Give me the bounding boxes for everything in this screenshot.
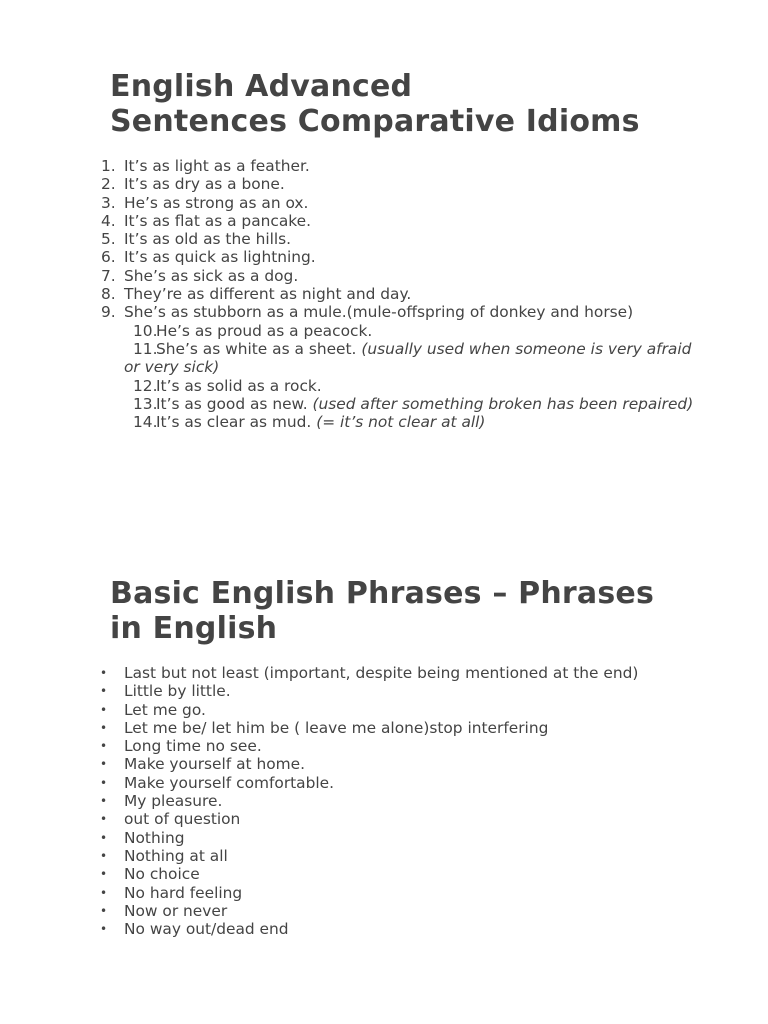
bullet-icon: • — [100, 812, 108, 827]
bullet-icon: • — [100, 684, 108, 699]
phrase-text: out of question — [124, 810, 241, 829]
list-number: 2. — [101, 175, 116, 194]
idiom-note: (used after something broken has been repaired) — [312, 394, 694, 413]
phrase-list-item — [0, 829, 700, 847]
list-number: 13. — [133, 394, 158, 413]
phrase-list-item — [0, 920, 700, 938]
list-number: 8. — [101, 285, 116, 304]
list-number: 10. — [133, 321, 158, 340]
idiom-list-item — [0, 248, 700, 266]
idiom-text: It’s as dry as a bone. — [124, 175, 285, 194]
phrase-text: No choice — [124, 865, 200, 884]
list-number: 3. — [101, 193, 116, 212]
phrase-list-item — [0, 664, 700, 682]
idiom-list-item — [0, 267, 700, 285]
title-line-1: Basic English Phrases – Phrases — [110, 576, 655, 611]
idiom-text: She’s as stubborn as a mule.(mule-offspring of donkey and horse) — [124, 303, 634, 322]
idiom-list-item — [0, 157, 700, 175]
idiom-list-item — [0, 395, 700, 413]
phrase-text: Nothing — [124, 828, 185, 847]
phrase-text: My pleasure. — [124, 792, 223, 811]
list-number: 1. — [101, 157, 116, 175]
phrase-text: Last but not least (important, despite being mentioned at the end) — [124, 664, 639, 682]
list-number: 4. — [101, 211, 116, 230]
list-number: 5. — [101, 230, 116, 249]
phrase-list-item — [0, 847, 700, 865]
idiom-list-item — [0, 340, 700, 377]
title-line-2: Sentences Comparative Idioms — [110, 104, 640, 139]
phrase-list-item — [0, 682, 700, 700]
phrase-list-item — [0, 774, 700, 792]
phrase-text: Let me go. — [124, 700, 206, 719]
phrase-text: Long time no see. — [124, 737, 262, 756]
bullet-icon: • — [100, 848, 108, 863]
bullet-icon: • — [100, 794, 108, 809]
idiom-list-item — [0, 194, 700, 212]
idiom-list-item — [0, 303, 700, 321]
list-number: 14. — [133, 413, 158, 432]
phrase-list-item — [0, 810, 700, 828]
phrase-text: Now or never — [124, 901, 228, 920]
idiom-text: It’s as solid as a rock. — [156, 376, 322, 395]
phrase-text: No hard feeling — [124, 883, 243, 902]
list-number: 11. — [133, 339, 158, 358]
phrase-list-item — [0, 701, 700, 719]
bullet-icon: • — [100, 885, 108, 900]
phrase-list-item — [0, 755, 700, 773]
title-line-2: in English — [110, 611, 278, 646]
idioms-list — [0, 157, 700, 431]
phrase-list-item — [0, 719, 700, 737]
bullet-icon: • — [100, 739, 108, 754]
bullet-icon: • — [100, 867, 108, 882]
idiom-list-item — [0, 322, 700, 340]
phrase-text: Make yourself at home. — [124, 755, 305, 774]
idiom-text: He’s as strong as an ox. — [124, 193, 309, 212]
phrase-text: Nothing at all — [124, 846, 228, 865]
idiom-text: It’s as quick as lightning. — [124, 248, 316, 267]
phrase-list-item — [0, 737, 700, 755]
phrase-list-item — [0, 792, 700, 810]
idiom-text: It’s as clear as mud. — [156, 413, 317, 432]
idiom-text: She’s as white as a sheet. — [156, 339, 362, 358]
idiom-note: (usually used when someone is very afraid or very sick) — [124, 339, 692, 377]
phrase-list-item — [0, 884, 700, 902]
phrases-list — [0, 664, 700, 938]
idiom-text: It’s as light as a feather. — [124, 157, 310, 175]
idiom-list-item — [0, 413, 700, 431]
bullet-icon: • — [100, 720, 108, 735]
bullet-icon: • — [100, 757, 108, 772]
section-title-comparative-idioms — [110, 69, 710, 139]
bullet-icon: • — [100, 666, 108, 680]
list-number: 7. — [101, 266, 116, 285]
idiom-text: It’s as flat as a pancake. — [124, 211, 312, 230]
bullet-icon: • — [100, 775, 108, 790]
list-number: 6. — [101, 248, 116, 267]
phrase-text: Make yourself comfortable. — [124, 773, 335, 792]
list-number: 12. — [133, 376, 158, 395]
list-number: 9. — [101, 303, 116, 322]
idiom-list-item — [0, 230, 700, 248]
idiom-note: (= it’s not clear at all) — [316, 413, 486, 432]
phrase-list-item — [0, 865, 700, 883]
title-line-1: English Advanced — [110, 69, 413, 104]
phrase-text: Let me be/ let him be ( leave me alone)stop interfering — [124, 718, 549, 737]
section-title-basic-phrases — [110, 576, 730, 646]
phrase-list-item — [0, 902, 700, 920]
idiom-text: She’s as sick as a dog. — [124, 266, 299, 285]
bullet-icon: • — [100, 702, 108, 717]
idiom-list-item — [0, 212, 700, 230]
idiom-text: It’s as good as new. — [156, 394, 313, 413]
phrase-text: Little by little. — [124, 682, 231, 701]
idiom-list-item — [0, 175, 700, 193]
idiom-list-item — [0, 285, 700, 303]
idiom-text: It’s as old as the hills. — [124, 230, 292, 249]
phrase-text: No way out/dead end — [124, 920, 289, 939]
bullet-icon: • — [100, 830, 108, 845]
idiom-text: He’s as proud as a peacock. — [156, 321, 373, 340]
idiom-text: They’re as different as night and day. — [124, 285, 412, 304]
idiom-list-item — [0, 377, 700, 395]
bullet-icon: • — [100, 903, 108, 918]
bullet-icon: • — [100, 922, 108, 937]
